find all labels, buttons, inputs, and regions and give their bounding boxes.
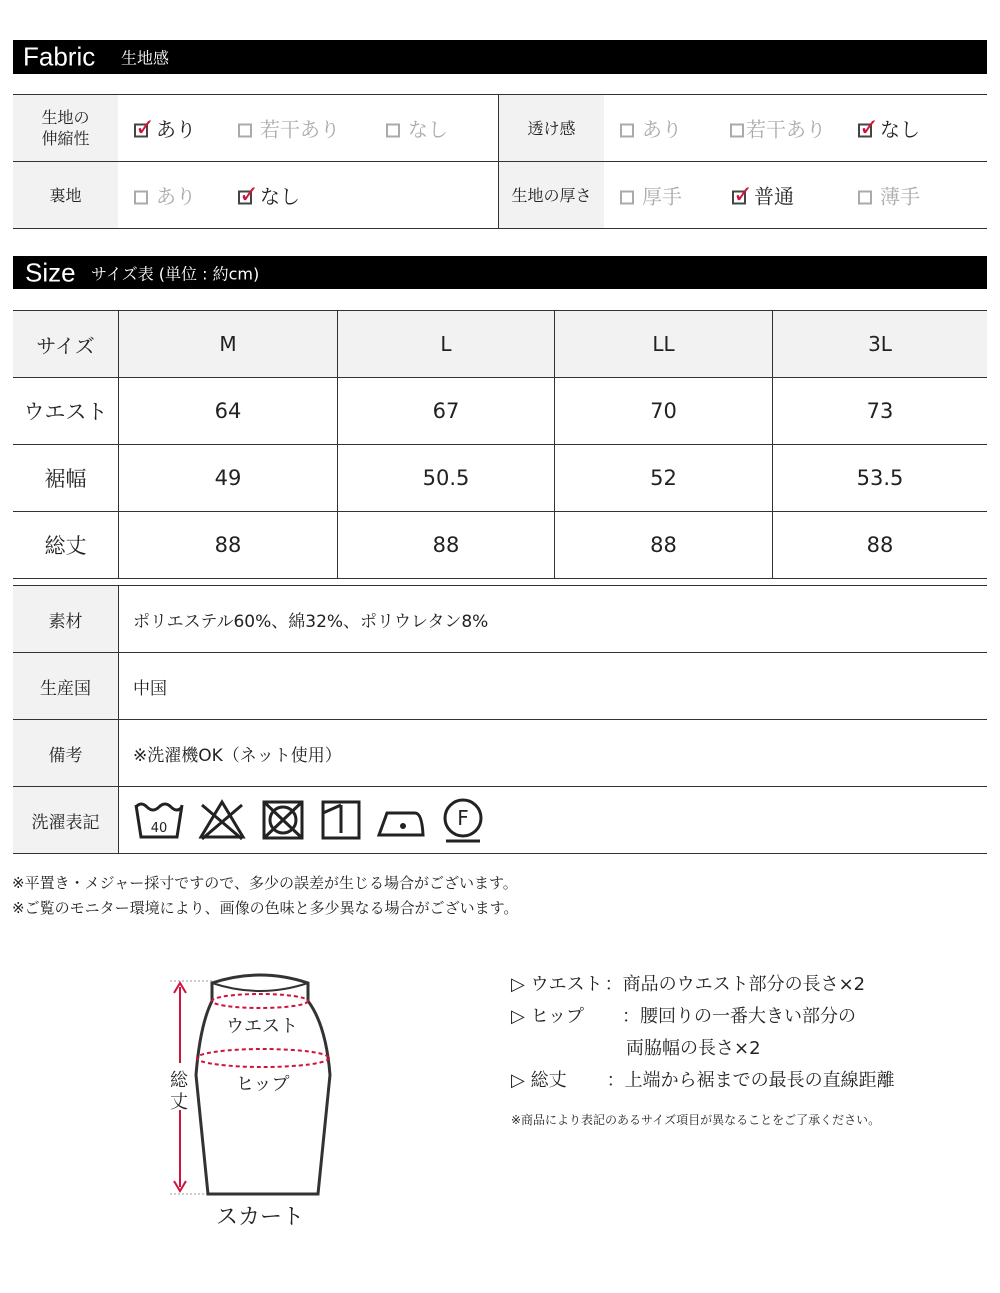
note-2: ※ご覧のモニター環境により、画像の色味と多少異なる場合がございます。 xyxy=(12,899,519,917)
item-diagram-label: スカート xyxy=(216,1205,305,1230)
fabric-row-1 xyxy=(13,95,987,162)
no-bleach-icon xyxy=(197,797,247,843)
checkbox-icon xyxy=(386,124,400,138)
fabric-row-2 xyxy=(13,162,987,229)
table-cell: 67 xyxy=(338,378,555,445)
length-diagram-label-2: 丈 xyxy=(170,1092,188,1113)
stretch-label-line1: 生地の xyxy=(41,108,90,127)
checkbox-icon xyxy=(134,191,148,205)
size-title-ja: サイズ表 (単位 : 約cm) xyxy=(91,264,260,283)
table-cell: 70 xyxy=(555,378,773,445)
fabric-table xyxy=(13,94,987,229)
iron-low-icon xyxy=(375,797,427,843)
size-table xyxy=(13,310,987,579)
table-cell: 49 xyxy=(119,445,338,512)
thickness-label: 生地の厚さ xyxy=(499,162,605,229)
fabric-title-ja: 生地感 xyxy=(121,48,170,68)
origin-value: 中国 xyxy=(119,653,988,720)
sheerness-options xyxy=(604,95,987,162)
lining-label: 裏地 xyxy=(13,162,118,229)
sheer-option-no: ✓ なし xyxy=(859,113,920,142)
stretch-options xyxy=(118,95,499,162)
checkmark-icon: ✓ xyxy=(135,113,156,142)
size-col-l: L xyxy=(338,311,555,378)
size-col-ll: LL xyxy=(555,311,773,378)
care-icons xyxy=(119,787,988,854)
table-cell: 88 xyxy=(338,512,555,579)
checkbox-icon xyxy=(620,191,634,205)
material-row xyxy=(13,586,987,653)
table-row xyxy=(13,378,987,445)
stretch-option-yes: ✓ あり xyxy=(135,113,196,142)
fabric-title-en: Fabric xyxy=(23,41,96,72)
hip-diagram-label: ヒップ xyxy=(236,1074,290,1095)
def-length: ▷ 総丈 ：上端から裾までの最長の直線距離 xyxy=(511,1070,895,1091)
table-cell: 50.5 xyxy=(338,445,555,512)
thickness-option-thin: 薄手 xyxy=(858,181,920,210)
fabric-header xyxy=(13,40,987,74)
table-cell: 73 xyxy=(773,378,988,445)
material-label: 素材 xyxy=(13,586,119,653)
sheerness-label: 透け感 xyxy=(499,95,605,162)
waist-diagram-label: ウエスト xyxy=(226,1016,298,1037)
table-row xyxy=(13,512,987,579)
stretch-label xyxy=(13,95,118,162)
table-cell: 64 xyxy=(119,378,338,445)
stretch-option-slight: 若干あり xyxy=(238,114,340,143)
note-1: ※平置き・メジャー採寸ですので、多少の誤差が生じる場合がございます。 xyxy=(12,874,518,892)
checkbox-icon xyxy=(238,180,260,209)
remarks-label: 備考 xyxy=(13,720,119,787)
thickness-option-normal: ✓ 普通 xyxy=(733,180,794,209)
thickness-option-thick: 厚手 xyxy=(620,181,682,210)
table-cell: 88 xyxy=(773,512,988,579)
size-col-3l: 3L xyxy=(773,311,988,378)
lining-option-no: ✓ なし xyxy=(239,180,300,209)
size-header-row xyxy=(13,311,987,378)
size-col-m: M xyxy=(119,311,338,378)
line-dry-icon xyxy=(319,797,363,843)
row-label-hem: 裾幅 xyxy=(13,445,119,512)
size-header xyxy=(13,256,987,289)
sheer-option-yes: あり xyxy=(620,114,682,143)
stretch-label-line2: 伸縮性 xyxy=(41,129,90,148)
table-cell: 88 xyxy=(119,512,338,579)
checkbox-icon xyxy=(620,124,634,138)
def-waist: ▷ ウエスト ：商品のウエスト部分の長さ×2 xyxy=(511,974,866,995)
info-table xyxy=(13,585,987,854)
dry-clean-f-icon xyxy=(439,797,487,843)
def-hip: ▷ ヒップ ：腰回りの一番大きい部分の xyxy=(511,1006,857,1027)
care-row xyxy=(13,787,987,854)
checkbox-icon xyxy=(730,124,744,138)
checkbox-icon xyxy=(238,124,252,138)
size-header-label: サイズ xyxy=(13,311,119,378)
sheer-option-slight: 若干あり xyxy=(730,114,826,143)
checkmark-icon: ✓ xyxy=(859,113,880,142)
checkmark-icon: ✓ xyxy=(733,180,754,209)
table-cell: 88 xyxy=(555,512,773,579)
lining-options xyxy=(118,162,499,229)
origin-label: 生産国 xyxy=(13,653,119,720)
definitions-footnote: ※商品により表記のあるサイズ項目が異なることをご了承ください。 xyxy=(511,1113,881,1127)
checkbox-icon xyxy=(732,180,754,209)
wash-40-icon xyxy=(133,797,185,843)
table-cell: 53.5 xyxy=(773,445,988,512)
thickness-options xyxy=(604,162,987,229)
checkbox-icon xyxy=(858,113,880,142)
checkbox-icon xyxy=(134,113,156,142)
table-cell: 52 xyxy=(555,445,773,512)
care-label: 洗濯表記 xyxy=(13,787,119,854)
lining-option-yes: あり xyxy=(134,181,196,210)
checkbox-icon xyxy=(858,191,872,205)
origin-row xyxy=(13,653,987,720)
checkmark-icon: ✓ xyxy=(239,180,260,209)
row-label-length: 総丈 xyxy=(13,512,119,579)
row-label-waist: ウエスト xyxy=(13,378,119,445)
remarks-row xyxy=(13,720,987,787)
svg-text:40: 40 xyxy=(150,821,168,836)
size-title-en: Size xyxy=(25,257,76,287)
svg-text:F: F xyxy=(457,806,469,830)
material-value: ポリエステル60%、綿32%、ポリウレタン8% xyxy=(119,586,988,653)
table-row xyxy=(13,445,987,512)
def-hip-cont: 両脇幅の長さ×2 xyxy=(626,1038,761,1059)
length-diagram-label-1: 総 xyxy=(170,1070,188,1091)
remarks-value: ※洗濯機OK（ネット使用） xyxy=(119,720,988,787)
stretch-option-no: なし xyxy=(386,114,448,143)
no-tumble-dry-icon xyxy=(259,797,307,843)
